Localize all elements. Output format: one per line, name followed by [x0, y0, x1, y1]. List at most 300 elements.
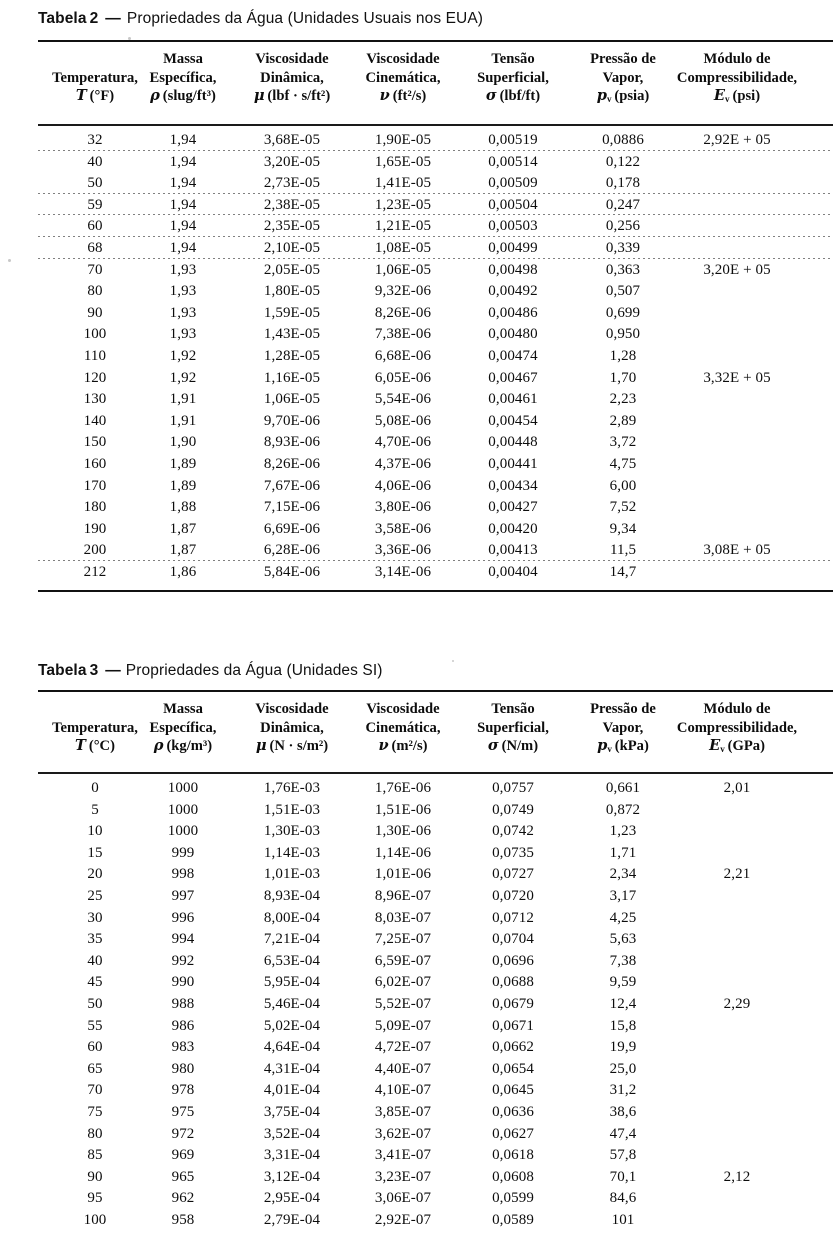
cell-temperatura: 75: [87, 1104, 103, 1120]
cell-viscosidade_cinematica: 6,59E-07: [374, 952, 432, 969]
cell-pressao_vapor: 9,34: [609, 520, 637, 537]
column-symbol: ρ: [150, 87, 160, 104]
cell-modulo_compressibilidade: 2,01: [723, 780, 751, 796]
column-symbol-subscript: v: [720, 743, 725, 754]
cell-temperatura: 0: [91, 780, 99, 796]
cell-pressao_vapor: 0,872: [605, 801, 641, 818]
cell-massa_especifica: 992: [171, 952, 195, 969]
cell-pressao_vapor: 4,75: [609, 456, 637, 472]
cell-viscosidade_dinamica: 3,12E-04: [263, 1168, 321, 1185]
cell-massa_especifica: 998: [171, 866, 195, 883]
column-header-units: ν (m²/s): [378, 737, 428, 754]
cell-viscosidade_cinematica: 4,06E-06: [374, 477, 432, 494]
cell-tensao_superficial: 0,00454: [488, 412, 538, 429]
cell-temperatura: 20: [87, 866, 103, 883]
column-header-line1: Tensão: [491, 701, 535, 717]
cell-tensao_superficial: 0,00499: [488, 240, 538, 256]
table3-caption-dash: —: [105, 662, 120, 679]
cell-tensao_superficial: 0,0712: [492, 909, 534, 926]
cell-massa_especifica: 990: [171, 974, 195, 991]
column-symbol: p: [597, 737, 608, 754]
table-row: [0, 1039, 833, 1061]
table-row: [0, 413, 833, 435]
cell-tensao_superficial: 0,0757: [492, 780, 534, 796]
cell-massa_especifica: 1,94: [169, 218, 197, 235]
cell-viscosidade_cinematica: 8,03E-07: [374, 909, 432, 926]
cell-viscosidade_dinamica: 3,75E-04: [263, 1104, 321, 1120]
cell-tensao_superficial: 0,0696: [492, 952, 534, 969]
cell-viscosidade_dinamica: 1,43E-05: [263, 326, 321, 343]
column-header-units: ν (ft²/s): [379, 87, 427, 104]
table-row: [0, 1190, 833, 1212]
cell-viscosidade_cinematica: 3,80E-06: [374, 499, 432, 516]
cell-viscosidade_dinamica: 4,31E-04: [263, 1060, 321, 1077]
cell-pressao_vapor: 1,28: [609, 348, 637, 364]
cell-temperatura: 59: [87, 196, 103, 213]
table-row: [0, 283, 833, 305]
table-row: [0, 391, 833, 413]
table-row: [0, 1169, 833, 1191]
cell-temperatura: 45: [87, 974, 103, 991]
cell-temperatura: 100: [83, 1212, 107, 1228]
table-row: [0, 456, 833, 478]
cell-viscosidade_cinematica: 3,85E-07: [374, 1104, 432, 1120]
column-header-line2: Temperatura,: [52, 719, 138, 736]
cell-massa_especifica: 1,90: [169, 434, 197, 451]
cell-temperatura: 70: [87, 261, 103, 278]
column-header-temperatura: [52, 700, 138, 756]
table-row: [0, 1018, 833, 1040]
cell-pressao_vapor: 2,23: [609, 391, 637, 408]
column-header-viscosidade_dinamica: [254, 50, 330, 106]
column-symbol: p: [596, 87, 607, 104]
cell-pressao_vapor: 84,6: [609, 1190, 637, 1207]
cell-temperatura: 170: [83, 477, 107, 494]
cell-pressao_vapor: 11,5: [609, 542, 637, 559]
cell-tensao_superficial: 0,0618: [492, 1147, 534, 1164]
cell-viscosidade_dinamica: 2,10E-05: [263, 240, 321, 256]
cell-viscosidade_cinematica: 6,68E-06: [374, 348, 432, 364]
table-row: [0, 845, 833, 867]
cell-massa_especifica: 965: [171, 1168, 195, 1185]
column-header-temperatura: [52, 50, 138, 106]
column-header-line2: Dinâmica,: [260, 719, 324, 736]
cell-tensao_superficial: 0,00486: [488, 304, 538, 321]
cell-viscosidade_cinematica: 4,72E-07: [374, 1039, 432, 1056]
row-separator: [38, 560, 833, 561]
cell-tensao_superficial: 0,00413: [488, 542, 538, 559]
cell-massa_especifica: 999: [171, 844, 195, 861]
cell-pressao_vapor: 2,89: [609, 412, 637, 429]
cell-viscosidade_dinamica: 8,00E-04: [263, 909, 321, 926]
cell-pressao_vapor: 0,122: [605, 153, 641, 170]
column-symbol: T: [75, 87, 87, 104]
cell-pressao_vapor: 12,4: [609, 996, 637, 1012]
cell-massa_especifica: 988: [171, 996, 195, 1012]
cell-viscosidade_dinamica: 5,46E-04: [263, 996, 321, 1012]
table3-caption-lead: Tabela: [38, 662, 87, 679]
column-header-line2: Cinemática,: [365, 719, 441, 736]
table-row: [0, 931, 833, 953]
cell-tensao_superficial: 0,00514: [488, 153, 538, 170]
column-symbol: σ: [485, 87, 497, 104]
cell-temperatura: 90: [87, 304, 103, 321]
table-row: [0, 953, 833, 975]
cell-viscosidade_dinamica: 1,06E-05: [263, 391, 321, 408]
cell-massa_especifica: 1,89: [169, 477, 197, 494]
cell-temperatura: 5: [91, 801, 99, 818]
cell-temperatura: 68: [87, 240, 103, 256]
cell-viscosidade_dinamica: 1,80E-05: [263, 283, 321, 300]
cell-viscosidade_dinamica: 1,01E-03: [263, 866, 321, 883]
table-row: [0, 802, 833, 824]
cell-viscosidade_dinamica: 2,95E-04: [263, 1190, 321, 1207]
cell-pressao_vapor: 0,363: [605, 261, 641, 278]
cell-temperatura: 120: [83, 369, 107, 386]
cell-temperatura: 50: [87, 175, 103, 192]
cell-tensao_superficial: 0,0688: [492, 974, 534, 991]
column-header-units: $p_v$ (psia): [596, 87, 650, 104]
cell-tensao_superficial: 0,0679: [492, 996, 534, 1012]
row-separator: [38, 258, 833, 259]
column-header-line1: [52, 700, 138, 719]
cell-viscosidade_cinematica: 6,02E-07: [374, 974, 432, 991]
column-header-line2: Específica,: [149, 719, 217, 736]
cell-pressao_vapor: 4,25: [609, 909, 637, 926]
table-row: [0, 478, 833, 500]
table-row: [0, 305, 833, 327]
column-header-pressao_vapor: [590, 50, 656, 108]
cell-temperatura: 140: [83, 412, 107, 429]
table3-body: [0, 780, 833, 1234]
cell-massa_especifica: 1,94: [169, 175, 197, 192]
cell-viscosidade_cinematica: 8,26E-06: [374, 304, 432, 321]
cell-temperatura: 10: [87, 823, 103, 840]
cell-tensao_superficial: 0,0735: [492, 844, 534, 861]
cell-viscosidade_cinematica: 1,21E-05: [374, 218, 432, 235]
cell-massa_especifica: 1,92: [169, 369, 197, 386]
cell-massa_especifica: 1,91: [169, 391, 197, 408]
cell-tensao_superficial: 0,00434: [488, 477, 538, 494]
table-row: [0, 154, 833, 176]
cell-pressao_vapor: 25,0: [609, 1060, 637, 1077]
cell-viscosidade_dinamica: 1,76E-03: [263, 780, 321, 796]
cell-tensao_superficial: 0,0627: [492, 1125, 534, 1142]
column-header-modulo_compressibilidade: [677, 700, 797, 758]
table3-caption: [38, 662, 383, 680]
cell-viscosidade_cinematica: 3,14E-06: [374, 564, 432, 580]
cell-tensao_superficial: 0,00509: [488, 175, 538, 192]
cell-modulo_compressibilidade: 3,32E + 05: [703, 369, 771, 386]
cell-pressao_vapor: 3,72: [609, 434, 637, 451]
cell-tensao_superficial: 0,00420: [488, 520, 538, 537]
cell-tensao_superficial: 0,0636: [492, 1104, 534, 1120]
cell-massa_especifica: 996: [171, 909, 195, 926]
cell-viscosidade_cinematica: 1,08E-05: [374, 240, 432, 256]
column-header-line1: Massa: [163, 51, 203, 67]
column-header-line2: Cinemática,: [365, 69, 441, 86]
column-header-viscosidade_cinematica: [366, 700, 441, 756]
table2-top-rule: [38, 40, 833, 42]
cell-massa_especifica: 1000: [167, 801, 199, 818]
cell-pressao_vapor: 0,0886: [602, 132, 644, 148]
table-row: [0, 888, 833, 910]
table-row: [0, 996, 833, 1018]
cell-temperatura: 60: [87, 218, 103, 235]
cell-viscosidade_dinamica: 6,53E-04: [263, 952, 321, 969]
table-row: [0, 1147, 833, 1169]
cell-viscosidade_dinamica: 3,68E-05: [263, 132, 321, 148]
column-header-line2: Temperatura,: [52, 69, 138, 86]
cell-viscosidade_dinamica: 6,69E-06: [263, 520, 321, 537]
column-header-line1: Módulo de: [703, 51, 771, 67]
table2-caption-text: Propriedades da Água (Unidades Usuais nos EUA): [126, 10, 484, 27]
table2-caption-dash: —: [105, 10, 121, 27]
cell-pressao_vapor: 0,950: [605, 326, 641, 343]
cell-pressao_vapor: 0,339: [605, 240, 641, 256]
cell-viscosidade_cinematica: 4,37E-06: [374, 456, 432, 472]
column-header-line1: [52, 50, 138, 69]
cell-temperatura: 70: [87, 1082, 103, 1099]
cell-pressao_vapor: 9,59: [609, 974, 637, 991]
cell-viscosidade_dinamica: 1,16E-05: [263, 369, 321, 386]
cell-pressao_vapor: 70,1: [609, 1168, 637, 1185]
cell-tensao_superficial: 0,00448: [488, 434, 538, 451]
cell-viscosidade_dinamica: 5,84E-06: [263, 564, 321, 580]
column-header-units: ρ (slug/ft³): [150, 87, 216, 104]
cell-massa_especifica: 997: [171, 888, 195, 904]
cell-pressao_vapor: 6,00: [609, 477, 637, 494]
cell-viscosidade_cinematica: 1,76E-06: [374, 780, 432, 796]
cell-massa_especifica: 978: [171, 1082, 195, 1099]
cell-massa_especifica: 1,87: [169, 520, 197, 537]
cell-pressao_vapor: 14,7: [609, 564, 637, 580]
table-row: [0, 910, 833, 932]
cell-viscosidade_dinamica: 1,59E-05: [263, 304, 321, 321]
cell-viscosidade_dinamica: 6,28E-06: [263, 542, 321, 559]
column-symbol: E: [709, 737, 721, 754]
cell-viscosidade_dinamica: 2,35E-05: [263, 218, 321, 235]
scan-speck: [452, 660, 454, 662]
cell-temperatura: 80: [87, 1125, 103, 1142]
column-header-units: T (°F): [75, 87, 115, 104]
cell-massa_especifica: 1,94: [169, 196, 197, 213]
table2-caption-lead: Tabela: [38, 10, 87, 27]
cell-massa_especifica: 969: [171, 1147, 195, 1164]
cell-tensao_superficial: 0,0742: [492, 823, 534, 840]
cell-tensao_superficial: 0,0749: [492, 801, 534, 818]
column-symbol: T: [75, 737, 86, 754]
cell-viscosidade_cinematica: 1,51E-06: [374, 801, 432, 818]
row-separator: [38, 214, 833, 215]
cell-viscosidade_cinematica: 8,96E-07: [374, 888, 432, 904]
cell-massa_especifica: 1,87: [169, 542, 197, 559]
cell-pressao_vapor: 101: [611, 1212, 635, 1228]
cell-temperatura: 50: [87, 996, 103, 1012]
column-symbol-subscript: v: [606, 93, 612, 104]
column-header-units: σ (lbf/ft): [485, 87, 541, 104]
cell-pressao_vapor: 1,23: [609, 823, 637, 840]
cell-viscosidade_cinematica: 5,54E-06: [374, 391, 432, 408]
cell-viscosidade_dinamica: 9,70E-06: [263, 412, 321, 429]
column-header-tensao_superficial: [477, 50, 549, 106]
cell-viscosidade_cinematica: 5,08E-06: [374, 412, 432, 429]
cell-tensao_superficial: 0,0608: [492, 1168, 534, 1185]
cell-pressao_vapor: 47,4: [609, 1125, 637, 1142]
cell-tensao_superficial: 0,0720: [492, 888, 534, 904]
cell-tensao_superficial: 0,00441: [488, 456, 538, 472]
table3-header-rule: [38, 772, 833, 774]
table3-caption-text: Propriedades da Água (Unidades SI): [125, 662, 383, 679]
column-header-line2: Vapor,: [602, 69, 644, 86]
column-header-massa_especifica: [150, 50, 217, 106]
cell-tensao_superficial: 0,00404: [488, 564, 538, 580]
cell-viscosidade_cinematica: 1,06E-05: [374, 261, 432, 278]
cell-tensao_superficial: 0,0671: [492, 1017, 534, 1034]
cell-pressao_vapor: 19,9: [609, 1039, 637, 1056]
column-header-units: σ (N/m): [487, 737, 539, 754]
cell-modulo_compressibilidade: 2,21: [723, 866, 751, 883]
column-header-line1: Viscosidade: [366, 51, 440, 67]
cell-massa_especifica: 1,86: [169, 564, 197, 580]
cell-temperatura: 35: [87, 931, 103, 948]
cell-massa_especifica: 1,94: [169, 132, 197, 148]
column-header-line1: Pressão de: [590, 701, 656, 717]
cell-massa_especifica: 972: [171, 1125, 195, 1142]
cell-viscosidade_dinamica: 3,31E-04: [263, 1147, 321, 1164]
cell-temperatura: 65: [87, 1060, 103, 1077]
cell-viscosidade_cinematica: 1,65E-05: [374, 153, 432, 170]
cell-pressao_vapor: 1,71: [609, 844, 637, 861]
cell-viscosidade_cinematica: 5,09E-07: [374, 1017, 432, 1034]
table-row: [0, 499, 833, 521]
cell-temperatura: 40: [87, 952, 103, 969]
cell-viscosidade_cinematica: 6,05E-06: [374, 369, 432, 386]
column-symbol: ρ: [153, 737, 164, 754]
cell-tensao_superficial: 0,00461: [488, 391, 538, 408]
cell-viscosidade_cinematica: 1,23E-05: [374, 196, 432, 213]
cell-modulo_compressibilidade: 2,29: [723, 996, 751, 1012]
column-header-line1: Massa: [163, 701, 203, 717]
cell-temperatura: 90: [87, 1168, 103, 1185]
cell-viscosidade_dinamica: 3,20E-05: [263, 153, 321, 170]
cell-massa_especifica: 1,94: [169, 240, 197, 256]
cell-temperatura: 95: [87, 1190, 103, 1207]
table2-body: [0, 132, 833, 586]
table2-header-rule: [38, 124, 833, 126]
column-header-line1: Viscosidade: [255, 701, 329, 717]
cell-temperatura: 25: [87, 888, 103, 904]
cell-viscosidade_dinamica: 1,51E-03: [263, 801, 321, 818]
cell-massa_especifica: 1000: [167, 823, 199, 840]
cell-temperatura: 85: [87, 1147, 103, 1164]
cell-massa_especifica: 1,93: [169, 326, 197, 343]
table2-bottom-rule: [38, 590, 833, 592]
cell-modulo_compressibilidade: 3,20E + 05: [703, 261, 771, 278]
table3-top-rule: [38, 690, 833, 692]
row-separator: [38, 193, 833, 194]
column-header-line1: Pressão de: [590, 51, 656, 67]
cell-modulo_compressibilidade: 2,12: [723, 1168, 751, 1185]
cell-tensao_superficial: 0,0704: [492, 931, 534, 948]
cell-massa_especifica: 1000: [167, 780, 199, 796]
table-row: [0, 434, 833, 456]
column-symbol: ν: [379, 87, 390, 104]
cell-tensao_superficial: 0,0599: [492, 1190, 534, 1207]
cell-viscosidade_dinamica: 7,15E-06: [263, 499, 321, 516]
cell-temperatura: 110: [83, 348, 107, 364]
cell-massa_especifica: 980: [171, 1060, 195, 1077]
cell-massa_especifica: 962: [171, 1190, 195, 1207]
table-row: [0, 974, 833, 996]
table-row: [0, 370, 833, 392]
cell-viscosidade_cinematica: 4,10E-07: [374, 1082, 432, 1099]
column-header-units: $E_v$ (GPa): [709, 737, 765, 754]
cell-viscosidade_cinematica: 3,58E-06: [374, 520, 432, 537]
cell-tensao_superficial: 0,0662: [492, 1039, 534, 1056]
cell-viscosidade_dinamica: 8,26E-06: [263, 456, 321, 472]
cell-temperatura: 100: [83, 326, 107, 343]
cell-viscosidade_dinamica: 2,05E-05: [263, 261, 321, 278]
cell-massa_especifica: 958: [171, 1212, 195, 1228]
cell-tensao_superficial: 0,0589: [492, 1212, 534, 1228]
cell-viscosidade_dinamica: 3,52E-04: [263, 1125, 321, 1142]
column-header-line1: Viscosidade: [366, 701, 440, 717]
cell-massa_especifica: 986: [171, 1017, 195, 1034]
cell-viscosidade_dinamica: 5,02E-04: [263, 1017, 321, 1034]
column-header-line2: Compressibilidade,: [676, 719, 798, 736]
cell-temperatura: 130: [83, 391, 107, 408]
cell-temperatura: 60: [87, 1039, 103, 1056]
table-row: [0, 1104, 833, 1126]
cell-pressao_vapor: 31,2: [609, 1082, 637, 1099]
cell-pressao_vapor: 0,178: [605, 175, 641, 192]
column-header-line1: Viscosidade: [255, 51, 329, 67]
table-row: [0, 1212, 833, 1234]
column-header-pressao_vapor: [590, 700, 656, 758]
cell-viscosidade_dinamica: 1,14E-03: [263, 844, 321, 861]
column-symbol-subscript: v: [607, 743, 612, 754]
cell-tensao_superficial: 0,0727: [492, 866, 534, 883]
cell-pressao_vapor: 2,34: [609, 866, 637, 883]
column-symbol: μ: [253, 87, 265, 104]
cell-temperatura: 30: [87, 909, 103, 926]
column-header-tensao_superficial: [477, 700, 549, 756]
cell-temperatura: 212: [83, 564, 107, 580]
cell-temperatura: 150: [83, 434, 107, 451]
cell-viscosidade_cinematica: 3,62E-07: [374, 1125, 432, 1142]
cell-viscosidade_cinematica: 7,38E-06: [374, 326, 432, 343]
column-symbol-subscript: v: [725, 93, 730, 104]
column-header-modulo_compressibilidade: [677, 50, 797, 108]
cell-tensao_superficial: 0,00504: [488, 196, 538, 213]
cell-viscosidade_cinematica: 3,41E-07: [374, 1147, 432, 1164]
column-header-line1: Módulo de: [703, 701, 771, 717]
cell-viscosidade_cinematica: 4,40E-07: [374, 1060, 432, 1077]
cell-viscosidade_dinamica: 8,93E-06: [263, 434, 321, 451]
column-symbol: σ: [487, 737, 499, 754]
cell-temperatura: 160: [83, 456, 107, 472]
cell-pressao_vapor: 7,52: [609, 499, 637, 516]
cell-tensao_superficial: 0,0654: [492, 1060, 534, 1077]
table2-caption-number: 2: [89, 10, 99, 27]
column-symbol: E: [713, 87, 726, 104]
cell-tensao_superficial: 0,0645: [492, 1082, 534, 1099]
cell-viscosidade_cinematica: 7,25E-07: [374, 931, 432, 948]
cell-viscosidade_dinamica: 8,93E-04: [263, 888, 321, 904]
cell-viscosidade_dinamica: 1,30E-03: [263, 823, 321, 840]
column-header-units: $E_v$ (psi): [713, 87, 761, 104]
